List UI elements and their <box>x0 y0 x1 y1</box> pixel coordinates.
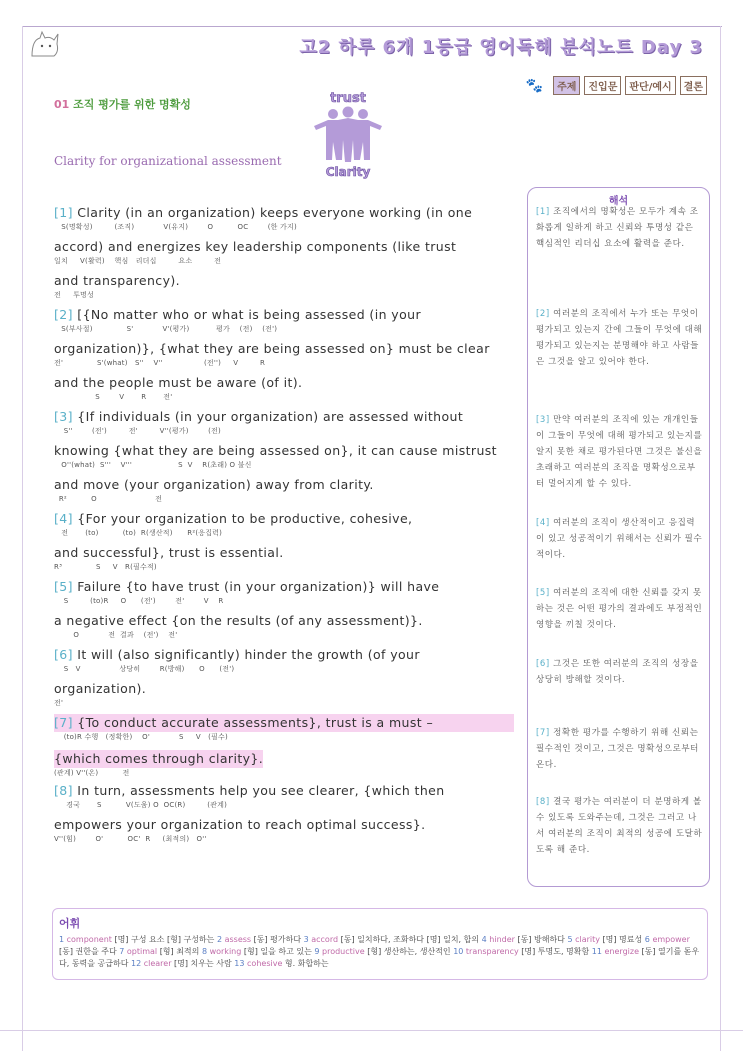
passage-gloss: 경국 S V(도움) O OC(R) (관계) <box>54 801 228 809</box>
vocab-entry <box>119 947 202 956</box>
translation-item: [8] 결국 평가는 여러분이 더 분명하게 볼 수 있도록 도와주는데, 그것은 그러고 나서 여러분의 조직이 최적의 성공에 도달하도록 해 준다. <box>536 797 703 855</box>
vocab-number: 1 <box>59 935 67 944</box>
translation-number: [4] <box>536 518 550 528</box>
passage-gloss: S(부사절) S' V'(평가) 평가 (전) (전') <box>54 325 278 333</box>
vocabulary-heading: 어휘 <box>59 917 81 930</box>
passage-text: knowing {what they are being assessed on}, it can cause mistrust <box>54 443 497 458</box>
vocab-meaning: [형] 생산하는, 생산적인 <box>367 947 454 956</box>
passage-gloss: R³ S V R(필수적) <box>54 563 157 571</box>
vocab-word: accord <box>311 935 341 944</box>
passage-line <box>54 714 514 748</box>
vocab-entry <box>202 947 314 956</box>
vocab-meaning: 형. 화합하는 <box>284 959 329 968</box>
passage-text: [7] {To conduct accurate assessments}, trust is a must – <box>54 714 514 732</box>
paw-icon: 🐾 <box>525 77 544 94</box>
passage-text: a negative effect {on the results (of any assessment)}. <box>54 613 423 628</box>
vocab-entry <box>59 935 217 944</box>
passage-line <box>54 578 514 612</box>
translation-item: [5] 여러분의 조직에 대한 신뢰를 갖지 못하는 것은 어떤 평가의 결과에도 부정적인 영향을 끼칠 것이다. <box>536 588 703 630</box>
sentence-number: [8] <box>54 783 73 798</box>
passage-text: [4] {For your organization to be productive, cohesive, <box>54 511 413 526</box>
vocab-number: 6 <box>644 935 653 944</box>
passage-gloss: O''(what) S''' V''' S V R(초래) O 불신 <box>54 461 252 469</box>
trust-clarity-logo <box>308 90 388 180</box>
tag-judgment: 판단/예시 <box>625 76 675 95</box>
passage-gloss: 전' S'(what) S'' V'' (전'') V R <box>54 359 266 367</box>
translation-number: [6] <box>536 659 550 669</box>
translation-number: [2] <box>536 309 550 319</box>
vocab-meaning: [명] 구성 요소 [형] 구성하는 <box>114 935 217 944</box>
vocab-meaning: [동] 평가하다 <box>253 935 304 944</box>
sentence-number: [3] <box>54 409 73 424</box>
vocab-number: 10 <box>453 947 466 956</box>
passage-line <box>54 238 514 272</box>
sentence-number: [1] <box>54 205 73 220</box>
passage-text: {which comes through clarity}. <box>54 751 264 766</box>
passage-gloss: S V R 전' <box>54 393 173 401</box>
passage-line <box>54 510 514 544</box>
passage-text: and transparency). <box>54 273 181 288</box>
passage-line <box>54 646 514 680</box>
vocabulary-list <box>59 934 701 970</box>
vocab-meaning: [형] 일을 하고 있는 <box>243 947 315 956</box>
passage-line <box>54 374 514 408</box>
vocab-number: 13 <box>234 959 248 968</box>
passage-gloss: 전 (to) (to) R(생산적) R²(응집력) <box>54 529 223 537</box>
passage-line <box>54 408 514 442</box>
sentence-number: [2] <box>54 307 73 322</box>
translation-heading: 해석 <box>608 196 629 207</box>
passage-gloss: 전 투명성 <box>54 291 94 299</box>
vocab-number: 5 <box>567 935 576 944</box>
vocab-word: clarity <box>575 935 603 944</box>
sentence-number: [7] <box>54 715 73 730</box>
vocab-word: clearer <box>143 959 175 968</box>
vocab-number: 9 <box>314 947 323 956</box>
passage-text: empowers your organization to reach optimal success}. <box>54 817 426 832</box>
vocab-word: energize <box>604 947 642 956</box>
passage-gloss: R² O 전 <box>54 495 163 503</box>
passage-gloss: (관계) V''(온) 전 <box>54 769 130 777</box>
vocab-word: assess <box>224 935 254 944</box>
section-title-text: 조직 평가를 위한 명확성 <box>73 98 191 111</box>
passage-text: [5] Failure {to have trust (in your organization)} will have <box>54 579 440 594</box>
vocab-word: optimal <box>126 947 160 956</box>
passage-text: and move (your organization) away from clarity. <box>54 477 374 492</box>
passage-line <box>54 612 514 646</box>
passage-line <box>54 306 514 340</box>
cat-mascot-icon <box>28 30 60 60</box>
vocab-number: 7 <box>119 947 127 956</box>
translation-item: [6] 그것은 또한 여러분의 조직의 성장을 상당히 방해할 것이다. <box>536 659 699 685</box>
vocab-meaning: [동] 일치하다, 조화하다 [명] 일치, 합의 <box>340 935 482 944</box>
passage-gloss: 전' <box>54 699 64 707</box>
tag-topic: 주제 <box>553 76 580 95</box>
passage-line <box>54 748 514 782</box>
passage-gloss: (to)R 수행 (정확한) O' S V (필수) <box>54 733 228 741</box>
vocab-entry <box>314 947 453 956</box>
vocab-number: 8 <box>201 947 210 956</box>
translation-item: [4] 여러분의 조직이 생산적이고 응집력이 있고 성공적이기 위해서는 신뢰가 필수적이다. <box>536 518 703 560</box>
passage-gloss: O 전 결과 (전') 전' <box>54 631 178 639</box>
passage-line <box>54 476 514 510</box>
vocab-word: cohesive <box>247 959 285 968</box>
translation-number: [1] <box>536 207 550 217</box>
passage-text: [3] {If individuals (in your organization) are assessed without <box>54 409 464 424</box>
passage-text: organization)}, {what they are being assessed on} must be clear <box>54 341 490 356</box>
page-title: 고2 하루 6개 1등급 영어독해 분석노트 Day 3 <box>299 37 703 58</box>
vocab-word: transparency <box>465 947 522 956</box>
vocab-entry <box>131 959 234 968</box>
vocab-number: 12 <box>131 959 144 968</box>
vocab-meaning: [명] 투명도, 명확함 <box>521 947 592 956</box>
tag-conclusion: 결론 <box>680 76 707 95</box>
translation-panel <box>527 187 710 887</box>
frame-bottom <box>0 1030 743 1031</box>
section-number: 01 <box>54 98 70 111</box>
vocab-entry <box>453 947 592 956</box>
vocab-word: working <box>209 947 244 956</box>
vocab-word: hinder <box>489 935 518 944</box>
passage-line <box>54 340 514 374</box>
passage-line <box>54 272 514 306</box>
passage-line <box>54 544 514 578</box>
passage-line <box>54 816 514 850</box>
passage-text: and the people must be aware (of it). <box>54 375 303 390</box>
vocab-number: 11 <box>591 947 605 956</box>
header-divider <box>22 26 722 27</box>
translation-number: [7] <box>536 728 550 738</box>
vocabulary-box <box>52 908 708 980</box>
passage-text: [2] [{No matter who or what is being assessed (in your <box>54 307 421 322</box>
vocab-entry <box>304 935 482 944</box>
vocab-number: 2 <box>216 935 225 944</box>
passage-line <box>54 680 514 714</box>
translation-item: [2] 여러분의 조직에서 누가 또는 무엇이 평가되고 있는지 간에 그들이 무엇에 대해 평가되고 있는지는 분명해야 하고 사람들은 그것을 알고 있어야 한다. <box>536 309 703 367</box>
passage-gloss: S (to)R O (전') 전' V R <box>54 597 224 605</box>
frame-right <box>720 26 721 1051</box>
passage-gloss: S V 상당히 R(방해) O (전') <box>54 665 235 673</box>
passage-gloss: S(명확성) (조직) V(유지) O OC (한 가지) <box>54 223 297 231</box>
sentence-number: [6] <box>54 647 73 662</box>
vocab-meaning: [명] 명료성 <box>602 935 645 944</box>
section-title <box>54 96 191 112</box>
sentence-number: [5] <box>54 579 73 594</box>
vocab-entry <box>482 935 568 944</box>
translation-item: [1] 조직에서의 명확성은 모두가 계속 조화롭게 일하게 하고 신뢰와 투명성 같은 핵심적인 리더십 요소에 활력을 준다. <box>536 207 699 249</box>
passage <box>54 204 514 850</box>
passage-line <box>54 204 514 238</box>
passage-text: organization). <box>54 681 147 696</box>
english-title: Clarity for organizational assessment <box>54 154 282 168</box>
sentence-number: [4] <box>54 511 73 526</box>
vocab-meaning: [동] 방해하다 <box>517 935 568 944</box>
passage-text: [8] In turn, assessments help you see clearer, {which then <box>54 783 445 798</box>
vocab-entry <box>217 935 304 944</box>
vocab-meaning: [명] 치우는 사람 <box>174 959 235 968</box>
vocab-word: productive <box>322 947 368 956</box>
vocab-meaning: [동] 열기를 돋우다, 동력을 공급하다 <box>59 947 700 968</box>
passage-text: [1] Clarity (in an organization) keeps everyone working (in one <box>54 205 473 220</box>
translation-item: [7] 정확한 평가를 수행하기 위해 신뢰는 필수적인 것이고, 그것은 명확성으로부터 온다. <box>536 728 699 770</box>
vocab-word: component <box>66 935 115 944</box>
tag-intro: 진입문 <box>584 76 621 95</box>
passage-gloss: V''(힘) O' OC' R (최적의) O'' <box>54 835 207 843</box>
vocab-entry <box>567 935 644 944</box>
passage-line <box>54 782 514 816</box>
vocab-number: 4 <box>481 935 490 944</box>
translation-item: [3] 만약 여러분의 조직에 있는 개개인들이 그들이 무엇에 대해 평가되고 있는지를 알지 못한 채로 평가된다면 그것은 불신을 초래하고 여러분의 조직을 명확성으로부터 멀어지게 할 수 있다. <box>536 415 703 489</box>
passage-line <box>54 442 514 476</box>
logo-bottom-text: Clarity <box>325 165 371 179</box>
vocab-meaning: [형] 최적의 <box>159 947 202 956</box>
translation-number: [3] <box>536 415 550 425</box>
vocab-word: empower <box>652 935 690 944</box>
tag-bar <box>526 76 707 95</box>
passage-text: and successful}, trust is essential. <box>54 545 284 560</box>
translation-number: [8] <box>536 797 550 807</box>
passage-gloss: 일치 V(활력) 핵심 리더십 요소 전 <box>54 257 222 265</box>
vocab-entry <box>234 959 328 968</box>
logo-top-text: trust <box>330 91 366 106</box>
passage-text: accord) and energizes key leadership components (like trust <box>54 239 457 254</box>
vocab-number: 3 <box>303 935 312 944</box>
passage-gloss: S'' (전') 전' V''(평가) (전) <box>54 427 221 435</box>
translation-number: [5] <box>536 588 550 598</box>
vocab-meaning: [동] 권한을 주다 <box>59 947 120 956</box>
passage-text: [6] It will (also significantly) hinder the growth (of your <box>54 647 420 662</box>
frame-left <box>22 26 23 1051</box>
